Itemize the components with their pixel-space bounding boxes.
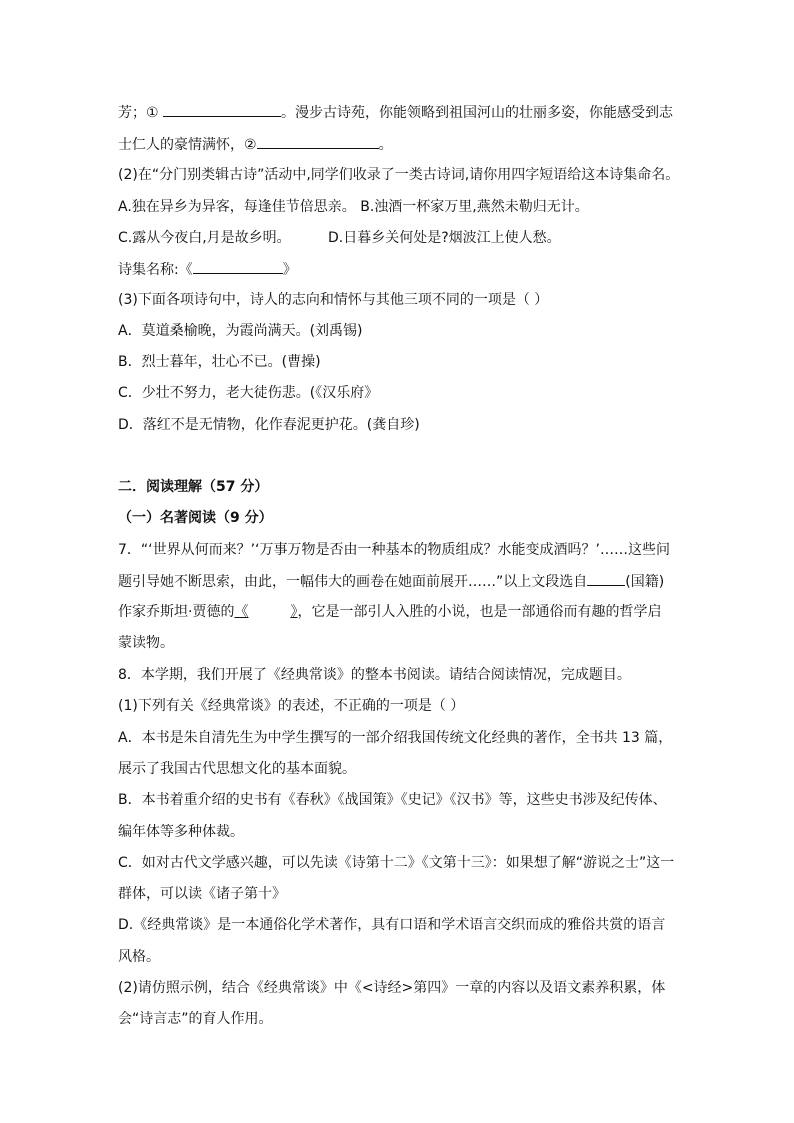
- q8-stem: 8．本学期，我们开展了《经典常谈》的整本书阅读。请结合阅读情况，完成题目。: [118, 667, 631, 683]
- q8-sub1: (1)下列有关《经典常谈》的表述，不正确的一项是（ ）: [118, 698, 465, 714]
- nationality-blank[interactable]: [587, 570, 625, 586]
- q8-option-b-1: B．本书着重介绍的史书有《春秋》《战国策》《史记》《汉书》等，这些史书涉及纪传体、: [118, 792, 667, 808]
- q8-option-a-2: 展示了我国古代思想文化的基本面貌。: [118, 761, 356, 777]
- intro-line-1: 芳；① 。漫步古诗苑，你能领略到祖国河山的壮丽多姿，你能感受到志: [118, 101, 678, 123]
- q2-stem: (2)在“分门别类辑古诗”活动中,同学们收录了一类古诗词,请你用四字短语给这本诗集命名。: [118, 167, 680, 183]
- q3-option-b: B．烈士暮年，壮心不已。(曹操): [118, 354, 321, 370]
- q2-option-b: B.浊酒一杯家万里,燕然未勒归无计。: [360, 199, 589, 215]
- q3-stem: (3)下面各项诗句中，诗人的志向和情怀与其他三项不同的一项是（ ）: [118, 292, 549, 308]
- q2-option-c: C.露从今夜白,月是故乡明。: [118, 230, 291, 246]
- q8-option-a-1: A．本书是朱自清先生为中学生撰写的一部介绍我国传统文化经典的著作，全书共 13 篇，: [118, 730, 673, 746]
- q2-options-cd: [118, 227, 678, 249]
- q2-options-ab: [118, 196, 678, 218]
- intro-line-2: 士仁人的豪情满怀，② 。: [118, 133, 678, 155]
- collection-name-blank[interactable]: [193, 258, 283, 274]
- q7-line-2: 题引导她不断思索，由此，一幅伟大的画卷在她面前展开……”以上文段选自 (国籍): [118, 570, 678, 592]
- book-title-blank[interactable]: 《 》: [234, 604, 298, 620]
- answer-blank-1[interactable]: [163, 101, 281, 117]
- q8-option-c-2: 群体，可以读《诸子第十》: [118, 886, 286, 902]
- q3-option-d: D．落红不是无情物，化作春泥更护花。(龚自珍): [118, 417, 420, 433]
- q8-sub2-line-1: (2)请仿照示例，结合《经典常谈》中《<诗经>第四》一章的内容以及语文素养积累，体: [118, 980, 666, 996]
- section-title: 二．阅读理解（57 分）: [118, 479, 269, 495]
- q7-line-4: 蒙读物。: [118, 635, 174, 651]
- q3-option-a: A．莫道桑榆晚，为霞尚满天。(刘禹锡): [118, 323, 363, 339]
- q7-line-3: 作家乔斯坦·贾德的《 》，它是一部引人入胜的小说，也是一部通俗而有趣的哲学启: [118, 604, 662, 620]
- q3-option-c: C．少壮不努力，老大徒伤悲。(《汉乐府》: [118, 385, 379, 401]
- q2-collection-name: 诗集名称:《 》: [118, 258, 678, 280]
- answer-blank-2[interactable]: [257, 133, 379, 149]
- q7-line-1: 7．“‘世界从何而来？’‘万事万物是否由一种基本的物质组成？水能变成酒吗？’……这些问: [118, 542, 670, 558]
- q2-option-a: A.独在异乡为异客，每逢佳节倍思亲。: [118, 199, 356, 215]
- q8-option-d-2: 风格。: [118, 949, 160, 965]
- q8-option-b-2: 编年体等多种体裁。: [118, 824, 244, 840]
- q8-option-c-1: C．如对古代文学感兴趣，可以先读《诗第十二》《文第十三》：如果想了解“游说之士”这一: [118, 855, 675, 871]
- section-subtitle: （一）名著阅读（9 分）: [118, 510, 273, 526]
- q2-option-d: D.日暮乡关何处是?烟波江上使人愁。: [328, 230, 561, 246]
- q8-sub2-line-2: 会“诗言志”的育人作用。: [118, 1011, 273, 1027]
- q8-option-d-1: D.《经典常谈》是一本通俗化学术著作，具有口语和学术语言交织而成的雅俗共赏的语言: [118, 917, 666, 933]
